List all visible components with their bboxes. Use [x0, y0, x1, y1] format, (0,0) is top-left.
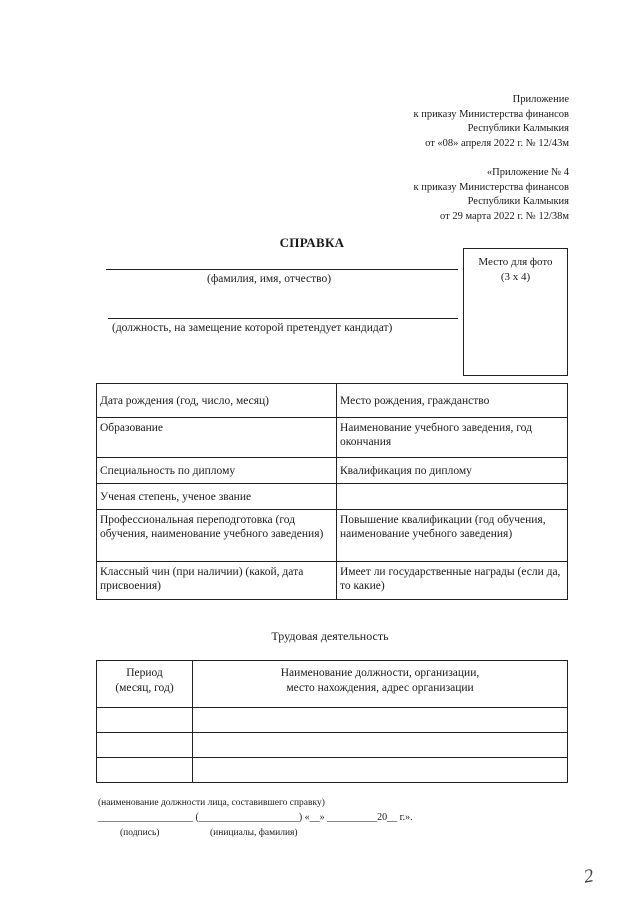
table-cell — [193, 708, 568, 733]
table-row — [97, 384, 568, 418]
period-header-line: (месяц, год) — [115, 682, 174, 694]
signature-caption: (подпись) — [120, 828, 160, 838]
table-cell: Наименование учебного заведения, год окончания — [337, 418, 568, 458]
work-section-title-text: Трудовая деятельность — [271, 629, 389, 643]
table-cell: Профессиональная переподготовка (год обучения, наименование учебного заведения) — [97, 510, 337, 562]
table-header-row — [97, 661, 568, 708]
position-line — [108, 318, 458, 319]
position-caption: (должность, на замещение которой претендует кандидат) — [112, 322, 393, 334]
position-header-line: Наименование должности, организации, — [280, 667, 480, 679]
table-row — [97, 758, 568, 783]
fio-caption: (фамилия, имя, отчество) — [207, 273, 332, 285]
table-cell — [97, 708, 193, 733]
document-title-text: СПРАВКА — [279, 235, 345, 250]
fio-line — [106, 269, 458, 270]
period-header — [97, 661, 193, 708]
table-cell: Дата рождения (год, число, месяц) — [97, 384, 337, 418]
initials-caption: (инициалы, фамилия) — [210, 828, 298, 838]
table-row — [97, 733, 568, 758]
table-cell — [193, 758, 568, 783]
appendix-header-1 — [413, 93, 569, 151]
page-number-mark: 2 — [582, 865, 596, 888]
table-row — [97, 484, 568, 510]
table-cell — [193, 733, 568, 758]
position-header — [193, 661, 568, 708]
work-section-title — [0, 629, 640, 644]
table-cell: Образование — [97, 418, 337, 458]
table-row — [97, 708, 568, 733]
work-table — [96, 660, 568, 783]
compiler-caption: (наименование должности лица, составившего справку) — [98, 798, 325, 808]
appendix2-line: к приказу Министерства финансов — [413, 181, 569, 193]
appendix2-line: от 29 марта 2022 г. № 12/38м — [440, 210, 569, 222]
appendix1-line: к приказу Министерства финансов — [413, 108, 569, 120]
table-row — [97, 562, 568, 600]
info-table — [96, 383, 568, 600]
table-row — [97, 418, 568, 458]
table-cell: Имеет ли государственные награды (если да, то какие) — [337, 562, 568, 600]
photo-label: Место для фото — [478, 256, 553, 268]
appendix1-line: Республики Калмыкия — [467, 123, 569, 135]
appendix2-line: Республики Калмыкия — [467, 196, 569, 208]
appendix1-line: Приложение — [512, 94, 569, 105]
table-cell: Повышение квалификации (год обучения, наименование учебного заведения) — [337, 510, 568, 562]
period-header-line: Период — [126, 667, 163, 679]
table-row — [97, 458, 568, 484]
table-cell — [97, 733, 193, 758]
photo-placeholder — [463, 248, 568, 376]
position-header-line: место нахождения, адрес организации — [286, 682, 474, 694]
table-cell — [337, 484, 568, 510]
table-cell: Ученая степень, ученое звание — [97, 484, 337, 510]
table-cell: Место рождения, гражданство — [337, 384, 568, 418]
appendix-header-2 — [413, 166, 569, 224]
appendix1-line: от «08» апреля 2022 г. № 12/43м — [425, 137, 569, 149]
table-cell: Квалификация по диплому — [337, 458, 568, 484]
table-row — [97, 510, 568, 562]
table-cell: Специальность по диплому — [97, 458, 337, 484]
appendix2-line: «Приложение № 4 — [486, 167, 569, 178]
table-cell: Классный чин (при наличии) (какой, дата присвоения) — [97, 562, 337, 600]
table-cell — [97, 758, 193, 783]
photo-size: (3 х 4) — [500, 271, 531, 283]
signature-line: ___________________ (____________________) «__» __________20__ г.». — [98, 812, 413, 823]
